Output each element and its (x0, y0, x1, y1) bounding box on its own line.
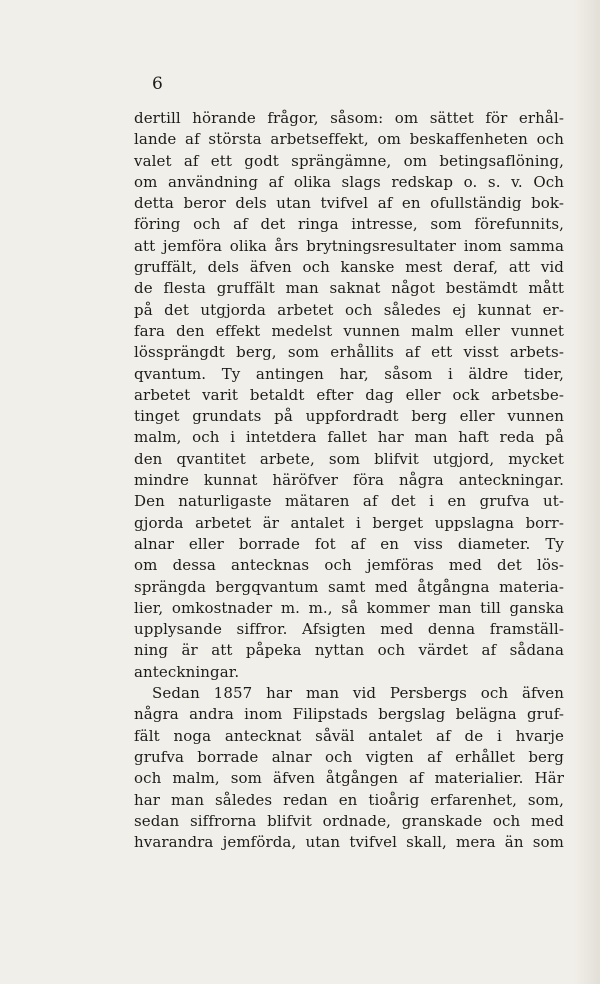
text-line: fara den effekt medelst vunnen malm eller vunnet (134, 321, 564, 340)
body-text (134, 108, 564, 853)
text-line: sprängda bergqvantum samt med åtgångna materia- (134, 577, 564, 596)
page-edge-shadow (574, 0, 600, 984)
text-line: Sedan 1857 har man vid Persbergs och äfven (152, 684, 564, 703)
text-line: gruffält, dels äfven och kanske mest deraf, att vid (134, 258, 564, 277)
text-line: upplysande siffror. Afsigten med denna framställ- (134, 620, 564, 639)
text-line: om dessa antecknas och jemföras med det lös- (134, 556, 564, 575)
text-line: valet af ett godt sprängämne, om betingsaflöning, (134, 151, 564, 170)
text-line: den qvantitet arbete, som blifvit utgjord, mycket (134, 449, 564, 468)
text-line: och malm, som äfven åtgången af materialier. Här (134, 769, 564, 788)
text-line: att jemföra olika års brytningsresultater inom samma (134, 236, 564, 255)
text-line: gjorda arbetet är antalet i berget uppslagna borr- (134, 513, 564, 532)
text-line: dertill hörande frågor, såsom: om sättet för erhål- (134, 109, 564, 127)
text-line: de flesta gruffält man saknat något bestämdt mått (134, 279, 564, 298)
text-line: föring och af det ringa intresse, som förefunnits, (134, 215, 564, 234)
text-line: qvantum. Ty antingen har, såsom i äldre tider, (134, 364, 564, 383)
text-line: lande af största arbetseffekt, om beskaffenheten och (134, 130, 564, 149)
text-line: har man således redan en tioårig erfarenhet, som, (134, 790, 564, 809)
text-line: några andra inom Filipstads bergslag belägna gruf- (134, 705, 564, 724)
text-line: malm, och i intetdera fallet har man haft reda på (134, 428, 564, 447)
text-line: ning är att påpeka nyttan och värdet af sådana (134, 641, 564, 660)
page-number: 6 (152, 74, 163, 94)
text-line: mindre kunnat häröfver föra några anteckningar. (134, 471, 564, 490)
text-line: sedan siffrorna blifvit ordnade, granskade och med (134, 811, 564, 830)
text-line: anteckningar. (134, 662, 240, 681)
text-line: alnar eller borrade fot af en viss diameter. Ty (134, 534, 564, 553)
text-line: detta beror dels utan tvifvel af en ofullständig bok- (134, 194, 564, 213)
text-line: lier, omkostnader m. m., så kommer man till ganska (134, 598, 564, 617)
text-line: lössprängdt berg, som erhållits af ett visst arbets- (134, 343, 564, 362)
text-line: Den naturligaste mätaren af det i en grufva ut- (134, 492, 564, 511)
text-line: om användning af olika slags redskap o. s. v. Och (134, 172, 564, 191)
text-line: tinget grundats på uppfordradt berg eller vunnen (134, 407, 564, 426)
text-line: på det utgjorda arbetet och således ej kunnat er- (134, 300, 564, 319)
text-line: hvarandra jemförda, utan tvifvel skall, mera än som (134, 833, 564, 852)
text-line: grufva borrade alnar och vigten af erhållet berg (134, 747, 564, 766)
text-line: fält noga antecknat såväl antalet af de i hvarje (134, 726, 564, 745)
text-line: arbetet varit betaldt efter dag eller ock arbetsbe- (134, 385, 564, 404)
